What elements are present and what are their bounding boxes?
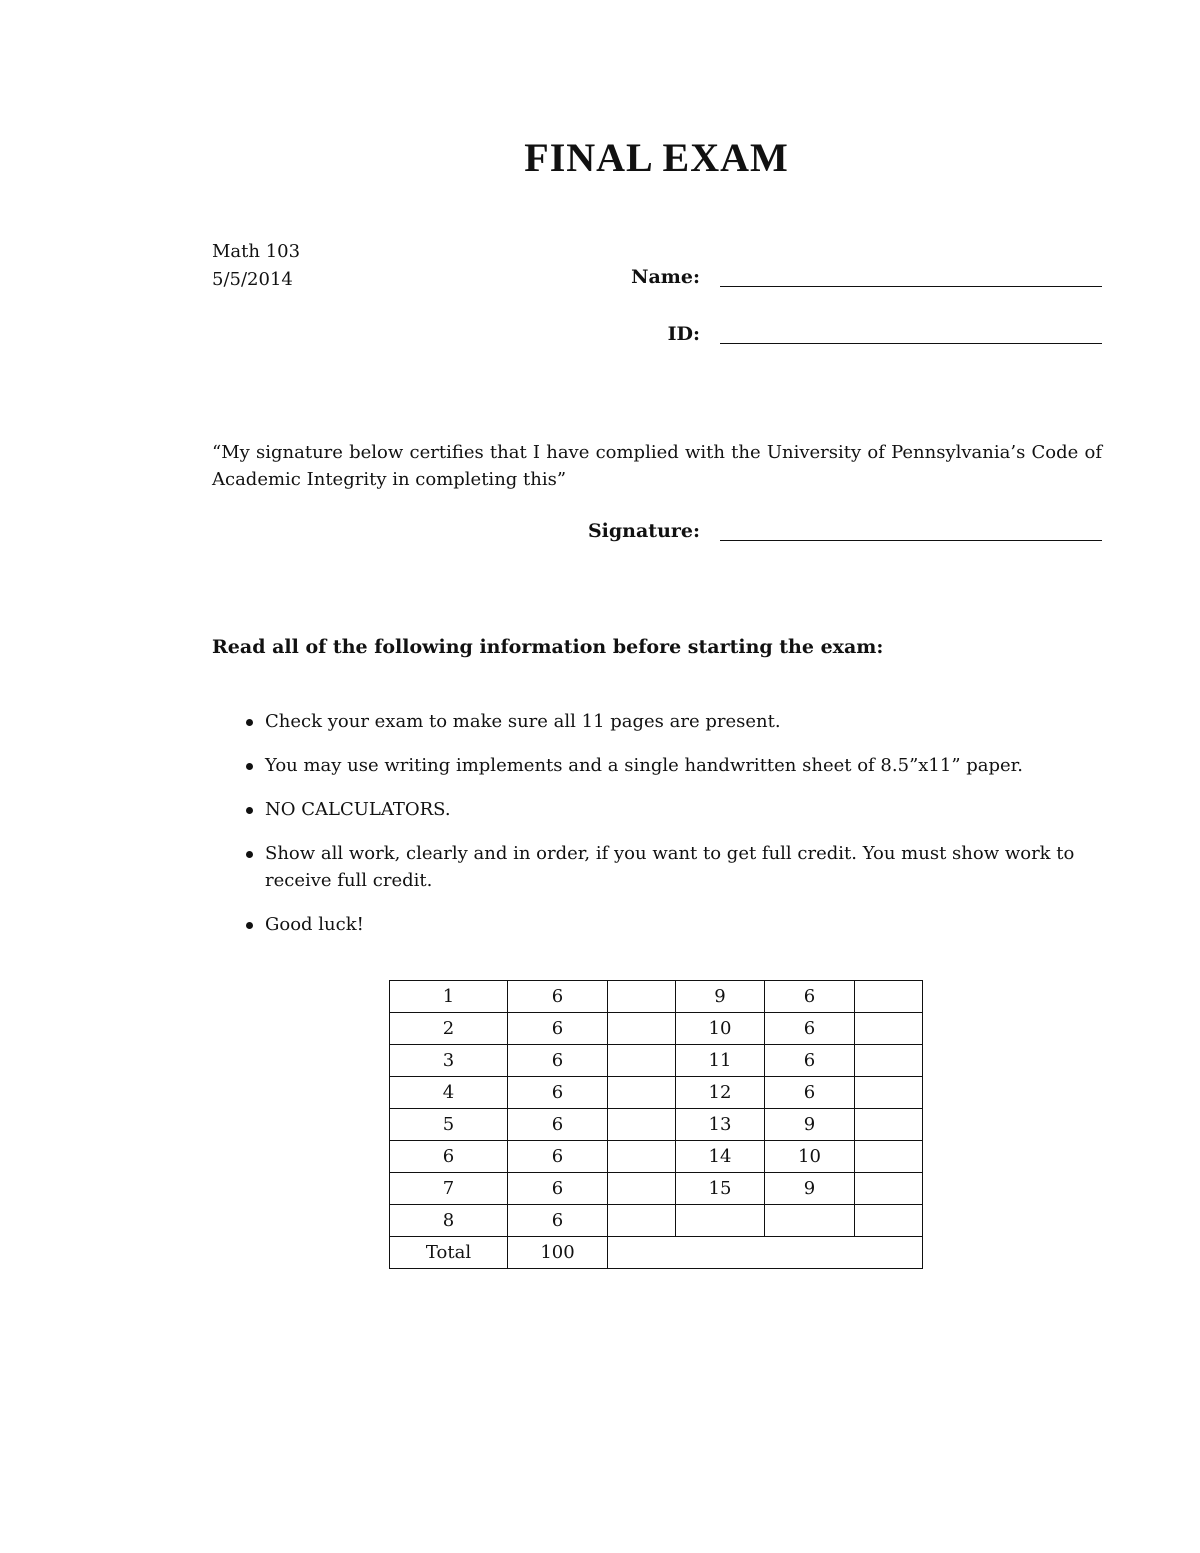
- course-name: Math 103: [212, 241, 301, 262]
- total-value: 100: [508, 1237, 608, 1269]
- table-cell: 9: [765, 1173, 855, 1205]
- instructions-heading: Read all of the following information before starting the exam:: [212, 636, 884, 658]
- table-cell[interactable]: [608, 1205, 676, 1237]
- table-cell: 15: [676, 1173, 765, 1205]
- table-cell[interactable]: [608, 1045, 676, 1077]
- table-cell: 6: [390, 1141, 508, 1173]
- table-cell[interactable]: [855, 981, 923, 1013]
- signature-field[interactable]: [720, 540, 1102, 541]
- instructions-list: [212, 708, 1104, 955]
- table-cell[interactable]: [608, 1173, 676, 1205]
- table-cell: 6: [508, 1205, 608, 1237]
- signature-label: Signature:: [587, 520, 700, 542]
- table-cell: 6: [508, 1013, 608, 1045]
- table-cell[interactable]: [855, 1077, 923, 1109]
- list-item: Show all work, clearly and in order, if you want to get full credit. You must show work to receive full credit.: [212, 840, 1104, 894]
- total-row: [390, 1237, 923, 1269]
- bullet-icon: [246, 922, 253, 929]
- table-row: [390, 1045, 923, 1077]
- table-cell: 10: [765, 1141, 855, 1173]
- exam-title: FINAL EXAM: [524, 135, 789, 180]
- table-row: [390, 1013, 923, 1045]
- table-cell[interactable]: [608, 1109, 676, 1141]
- table-cell: [676, 1205, 765, 1237]
- table-row: [390, 1109, 923, 1141]
- table-cell: 6: [508, 981, 608, 1013]
- table-cell: 6: [508, 1045, 608, 1077]
- table-cell[interactable]: [608, 981, 676, 1013]
- table-cell: 10: [676, 1013, 765, 1045]
- table-cell[interactable]: [855, 1141, 923, 1173]
- table-row: [390, 1173, 923, 1205]
- name-label: Name:: [631, 266, 700, 288]
- total-score-cell[interactable]: [608, 1237, 923, 1269]
- table-cell[interactable]: [855, 1205, 923, 1237]
- table-cell[interactable]: [608, 1077, 676, 1109]
- total-label: Total: [390, 1237, 508, 1269]
- id-label: ID:: [667, 323, 700, 345]
- table-row: [390, 1141, 923, 1173]
- table-cell[interactable]: [608, 1141, 676, 1173]
- exam-date: 5/5/2014: [212, 269, 293, 290]
- table-cell: 6: [508, 1077, 608, 1109]
- table-cell: 6: [765, 1077, 855, 1109]
- table-row: [390, 981, 923, 1013]
- list-item: Good luck!: [212, 911, 1104, 938]
- table-cell: 9: [676, 981, 765, 1013]
- table-cell: 6: [765, 1013, 855, 1045]
- table-row: [390, 1205, 923, 1237]
- integrity-statement: “My signature below certifies that I have complied with the University of Pennsylvania’s Code of Academic Integrity in completing this”: [212, 442, 1102, 490]
- table-cell: 4: [390, 1077, 508, 1109]
- bullet-icon: [246, 807, 253, 814]
- table-cell: 13: [676, 1109, 765, 1141]
- table-cell[interactable]: [855, 1173, 923, 1205]
- table-cell: 14: [676, 1141, 765, 1173]
- bullet-icon: [246, 719, 253, 726]
- table-cell: 2: [390, 1013, 508, 1045]
- list-item: NO CALCULATORS.: [212, 796, 1104, 823]
- table-cell[interactable]: [855, 1013, 923, 1045]
- table-cell: 9: [765, 1109, 855, 1141]
- table-cell[interactable]: [608, 1013, 676, 1045]
- table-cell: 7: [390, 1173, 508, 1205]
- table-cell: 11: [676, 1045, 765, 1077]
- table-cell[interactable]: [855, 1045, 923, 1077]
- table-cell: [765, 1205, 855, 1237]
- table-cell: 6: [508, 1109, 608, 1141]
- table-cell: 3: [390, 1045, 508, 1077]
- table-row: [390, 1077, 923, 1109]
- table-cell: 5: [390, 1109, 508, 1141]
- table-cell[interactable]: [855, 1109, 923, 1141]
- list-item: You may use writing implements and a single handwritten sheet of 8.5”x11” paper.: [212, 752, 1104, 779]
- table-cell: 6: [765, 981, 855, 1013]
- table-cell: 6: [765, 1045, 855, 1077]
- table-cell: 6: [508, 1173, 608, 1205]
- id-field[interactable]: [720, 343, 1102, 344]
- grade-table: [389, 980, 923, 1269]
- list-item: Check your exam to make sure all 11 pages are present.: [212, 708, 1104, 735]
- bullet-icon: [246, 763, 253, 770]
- table-cell: 1: [390, 981, 508, 1013]
- bullet-icon: [246, 851, 253, 858]
- table-cell: 6: [508, 1141, 608, 1173]
- table-cell: 12: [676, 1077, 765, 1109]
- table-cell: 8: [390, 1205, 508, 1237]
- course-info: [212, 238, 300, 294]
- name-field[interactable]: [720, 286, 1102, 287]
